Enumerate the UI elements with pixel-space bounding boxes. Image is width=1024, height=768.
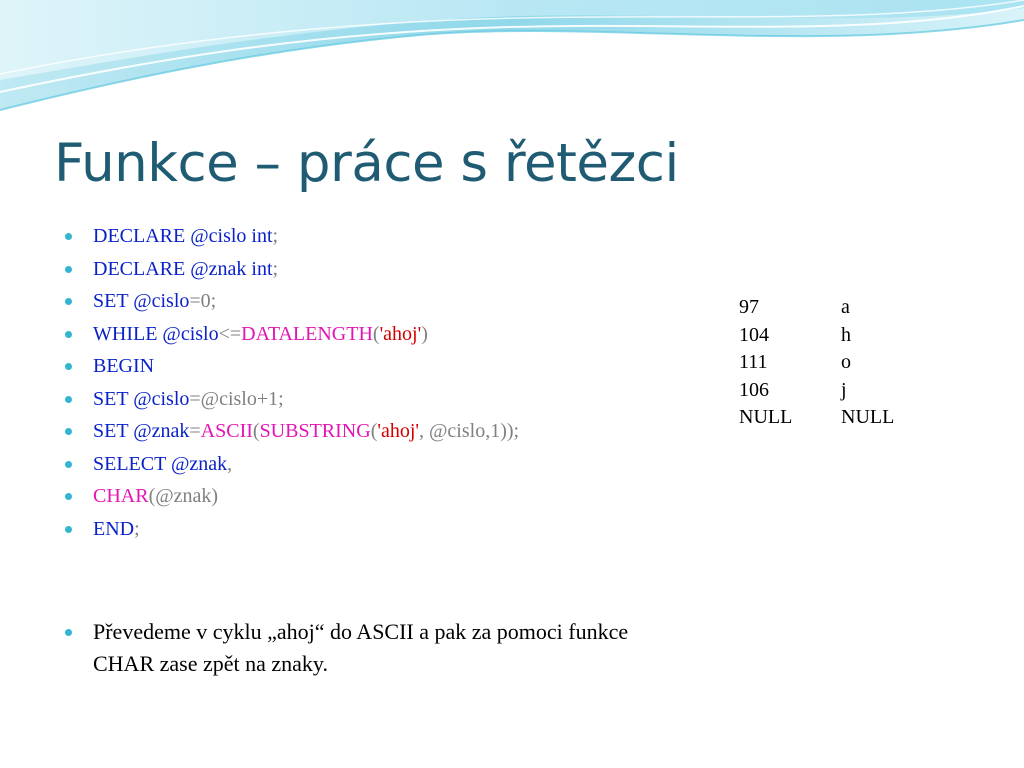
sql-expression: =0; — [189, 290, 217, 312]
sql-string: 'ahoj' — [379, 322, 422, 345]
sql-string: 'ahoj' — [377, 420, 420, 442]
sql-keyword: SELECT @znak — [93, 452, 228, 475]
ascii-code-cell: 106 — [739, 378, 769, 401]
table-row — [739, 349, 894, 377]
table-row — [739, 294, 894, 322]
sql-punctuation: ( — [372, 322, 380, 345]
sql-keyword: DECLARE @znak int — [93, 257, 273, 280]
sql-keyword: DECLARE @cislo int — [93, 225, 273, 247]
sql-punctuation: ( — [252, 420, 260, 442]
sql-punctuation: ; — [134, 517, 140, 540]
sql-expression: (@znak) — [148, 485, 219, 507]
sql-function: SUBSTRING — [259, 420, 371, 442]
code-line — [60, 253, 700, 286]
bullet-icon — [65, 396, 72, 403]
bullet-icon — [65, 331, 72, 338]
sql-punctuation: ) — [421, 322, 428, 345]
bullet-icon — [65, 233, 72, 240]
sql-punctuation: ; — [272, 257, 279, 280]
code-line — [60, 513, 700, 546]
sql-function: ASCII — [200, 420, 253, 442]
sql-keyword: SET @znak — [93, 420, 190, 442]
sql-punctuation: ; — [272, 225, 279, 247]
sql-operator: <= — [218, 322, 242, 345]
code-line — [60, 285, 700, 318]
sql-expression: =@cislo+1; — [189, 387, 284, 410]
result-table — [739, 294, 894, 432]
table-row — [739, 322, 894, 350]
code-line — [60, 480, 700, 513]
slide-title: Funkce – práce s řetězci — [54, 133, 679, 194]
ascii-code-cell: 104 — [739, 323, 769, 346]
code-line — [60, 318, 700, 351]
bullet-icon — [65, 526, 72, 533]
header-wave-decoration — [0, 0, 1024, 130]
sql-function: DATALENGTH — [241, 322, 373, 345]
sql-keyword: SET @cislo — [93, 387, 190, 410]
bullet-icon — [65, 298, 72, 305]
ascii-code-cell: 111 — [739, 351, 768, 374]
char-cell: h — [841, 323, 851, 346]
code-line — [60, 350, 700, 383]
code-line — [60, 415, 700, 448]
char-cell: j — [841, 378, 847, 401]
bullet-icon — [65, 461, 72, 468]
code-line — [60, 448, 700, 481]
ascii-code-cell: 97 — [739, 296, 759, 319]
explanation-bullet — [60, 616, 653, 680]
char-cell: a — [841, 296, 850, 319]
char-cell: o — [841, 351, 851, 374]
char-cell: NULL — [841, 406, 895, 429]
sql-keyword: END — [93, 517, 135, 540]
sql-keyword: SET @cislo — [93, 290, 190, 312]
ascii-code-cell: NULL — [739, 406, 793, 429]
table-row — [739, 377, 894, 405]
bullet-icon — [65, 428, 72, 435]
sql-operator: = — [189, 420, 201, 442]
code-line — [60, 383, 700, 416]
sql-keyword: BEGIN — [93, 355, 155, 377]
table-row — [739, 404, 894, 432]
bullet-icon — [65, 493, 72, 500]
code-bullet-list — [60, 220, 700, 545]
bullet-icon — [65, 363, 72, 370]
sql-punctuation: , — [227, 452, 233, 475]
sql-expression: , @cislo,1)); — [419, 420, 520, 442]
sql-function: CHAR — [93, 485, 149, 507]
bullet-icon — [65, 629, 72, 636]
code-line — [60, 220, 700, 253]
bullet-icon — [65, 266, 72, 273]
sql-keyword: WHILE @cislo — [93, 322, 219, 345]
sql-punctuation: ( — [370, 420, 378, 442]
explanation-text: Převedeme v cyklu „ahoj“ do ASCII a pak za pomoci funkce CHAR zase zpět na znaky. — [93, 619, 629, 676]
